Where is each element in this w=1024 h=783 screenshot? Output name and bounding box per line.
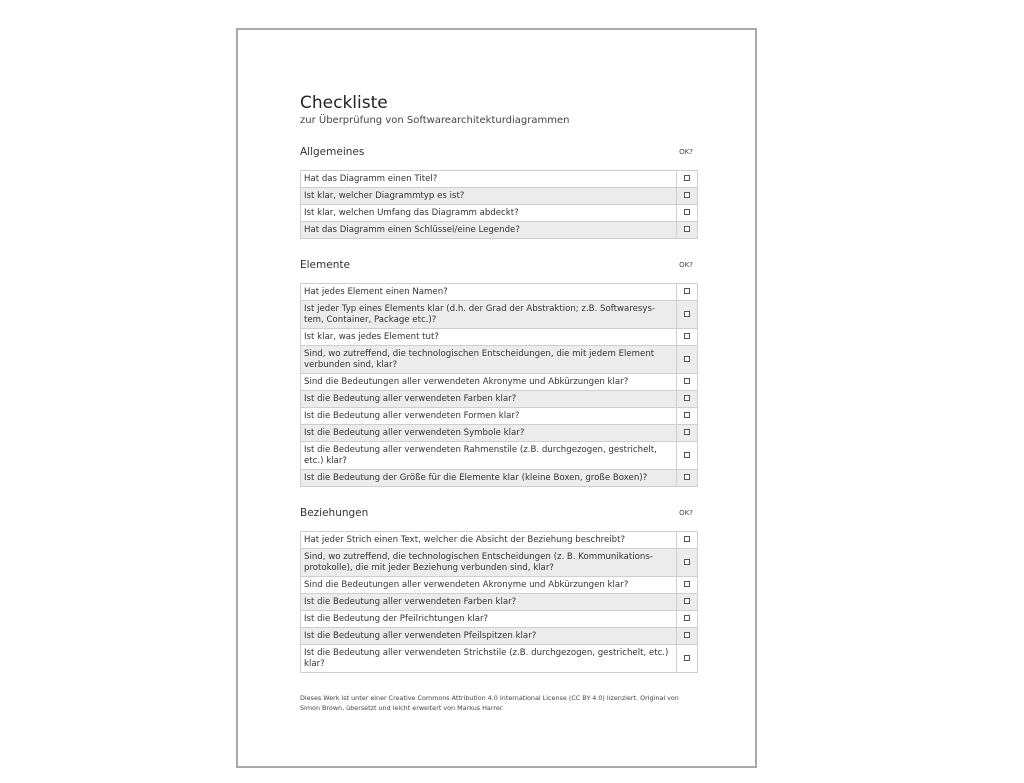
checkbox[interactable]	[684, 288, 690, 294]
checkbox-cell	[677, 284, 698, 301]
checkbox[interactable]	[684, 333, 690, 339]
checkbox[interactable]	[684, 412, 690, 418]
section-title: Beziehungen	[300, 507, 369, 519]
checklist-question: Ist jeder Typ eines Elements klar (d.h. der Grad der Abstraktion; z.B. Softwaresys-tem, Container, Package etc.)?	[301, 301, 677, 329]
checkbox[interactable]	[684, 452, 690, 458]
checklist-row	[301, 408, 698, 425]
section-header	[300, 507, 698, 523]
checkbox-cell	[677, 594, 698, 611]
checkbox-cell	[677, 470, 698, 487]
checkbox[interactable]	[684, 226, 690, 232]
checklist-row	[301, 205, 698, 222]
checklist-row	[301, 645, 698, 673]
checklist-question: Ist die Bedeutung der Größe für die Elemente klar (kleine Boxen, große Boxen)?	[301, 470, 677, 487]
checklist-row	[301, 222, 698, 239]
checklist-question: Ist klar, welchen Umfang das Diagramm abdeckt?	[301, 205, 677, 222]
section-header	[300, 146, 698, 162]
checklist-question: Ist die Bedeutung aller verwendeten Strichstile (z.B. durchgezogen, gestrichelt, etc.) klar?	[301, 645, 677, 673]
checkbox-cell	[677, 301, 698, 329]
section-title: Allgemeines	[300, 146, 365, 158]
checkbox[interactable]	[684, 615, 690, 621]
checkbox[interactable]	[684, 536, 690, 542]
checkbox-cell	[677, 611, 698, 628]
license-footer: Dieses Werk ist unter einer Creative Commons Attribution 4.0 International License (CC BY 4.0) lizenziert. Original von Simon Brown, übersetzt und leicht erweitert von Markus Harrer.	[300, 694, 679, 712]
checklist-table	[300, 170, 698, 239]
checklist-row	[301, 425, 698, 442]
checkbox[interactable]	[684, 559, 690, 565]
checklist-row	[301, 171, 698, 188]
checkbox[interactable]	[684, 209, 690, 215]
checklist-question: Ist die Bedeutung aller verwendeten Rahmenstile (z.B. durchgezogen, gestrichelt, etc.) klar?	[301, 442, 677, 470]
checklist-row	[301, 188, 698, 205]
checklist-question: Sind, wo zutreffend, die technologischen Entscheidungen (z. B. Kommunikations-protokolle), die mit jeder Beziehung verbunden sind, klar?	[301, 549, 677, 577]
checkbox-cell	[677, 205, 698, 222]
checkbox-cell	[677, 442, 698, 470]
checkbox-cell	[677, 171, 698, 188]
checklist-row	[301, 374, 698, 391]
checkbox[interactable]	[684, 598, 690, 604]
checklist-question: Ist die Bedeutung aller verwendeten Symbole klar?	[301, 425, 677, 442]
checklist-sections	[300, 146, 698, 673]
page-title: Checkliste	[300, 93, 388, 113]
checkbox-cell	[677, 532, 698, 549]
checkbox-cell	[677, 188, 698, 205]
checklist-question: Sind die Bedeutungen aller verwendeten Akronyme und Abkürzungen klar?	[301, 374, 677, 391]
checklist-row	[301, 301, 698, 329]
checklist-row	[301, 346, 698, 374]
checklist-row	[301, 470, 698, 487]
checkbox[interactable]	[684, 395, 690, 401]
checklist-question: Hat jeder Strich einen Text, welcher die Absicht der Beziehung beschreibt?	[301, 532, 677, 549]
checkbox-cell	[677, 577, 698, 594]
checklist-question: Ist die Bedeutung aller verwendeten Farben klar?	[301, 594, 677, 611]
checklist-question: Hat das Diagramm einen Titel?	[301, 171, 677, 188]
checkbox-cell	[677, 425, 698, 442]
checkbox-cell	[677, 374, 698, 391]
checkbox[interactable]	[684, 632, 690, 638]
checklist-row	[301, 391, 698, 408]
checkbox[interactable]	[684, 655, 690, 661]
checkbox[interactable]	[684, 378, 690, 384]
checklist-row	[301, 594, 698, 611]
checkbox-cell	[677, 391, 698, 408]
ok-column-label: OK?	[679, 148, 693, 156]
checklist-question: Ist klar, welcher Diagrammtyp es ist?	[301, 188, 677, 205]
checklist-question: Ist die Bedeutung aller verwendeten Formen klar?	[301, 408, 677, 425]
checkbox-cell	[677, 408, 698, 425]
checklist-question: Ist die Bedeutung der Pfeilrichtungen klar?	[301, 611, 677, 628]
checkbox-cell	[677, 628, 698, 645]
checklist-row	[301, 329, 698, 346]
document-page	[236, 28, 757, 768]
checklist-row	[301, 284, 698, 301]
checkbox[interactable]	[684, 429, 690, 435]
page-subtitle: zur Überprüfung von Softwarearchitekturdiagrammen	[300, 115, 570, 126]
checklist-row	[301, 532, 698, 549]
checkbox[interactable]	[684, 311, 690, 317]
checklist-row	[301, 577, 698, 594]
checkbox-cell	[677, 645, 698, 673]
checkbox-cell	[677, 346, 698, 374]
section-header	[300, 259, 698, 275]
checkbox[interactable]	[684, 175, 690, 181]
checklist-question: Hat das Diagramm einen Schlüssel/eine Legende?	[301, 222, 677, 239]
checkbox[interactable]	[684, 581, 690, 587]
checklist-question: Ist die Bedeutung aller verwendeten Farben klar?	[301, 391, 677, 408]
checklist-table	[300, 531, 698, 673]
checklist-row	[301, 611, 698, 628]
checklist-row	[301, 628, 698, 645]
checklist-question: Ist die Bedeutung aller verwendeten Pfeilspitzen klar?	[301, 628, 677, 645]
checklist-row	[301, 442, 698, 470]
checkbox[interactable]	[684, 192, 690, 198]
ok-column-label: OK?	[679, 261, 693, 269]
section-title: Elemente	[300, 259, 350, 271]
checklist-question: Sind die Bedeutungen aller verwendeten Akronyme und Abkürzungen klar?	[301, 577, 677, 594]
checkbox[interactable]	[684, 356, 690, 362]
checkbox-cell	[677, 329, 698, 346]
page-content	[300, 92, 698, 713]
checkbox-cell	[677, 222, 698, 239]
ok-column-label: OK?	[679, 509, 693, 517]
checklist-row	[301, 549, 698, 577]
checklist-question: Hat jedes Element einen Namen?	[301, 284, 677, 301]
checklist-question: Sind, wo zutreffend, die technologischen Entscheidungen, die mit jedem Element verbunden sind, klar?	[301, 346, 677, 374]
checklist-table	[300, 283, 698, 487]
checkbox-cell	[677, 549, 698, 577]
checkbox[interactable]	[684, 474, 690, 480]
checklist-question: Ist klar, was jedes Element tut?	[301, 329, 677, 346]
